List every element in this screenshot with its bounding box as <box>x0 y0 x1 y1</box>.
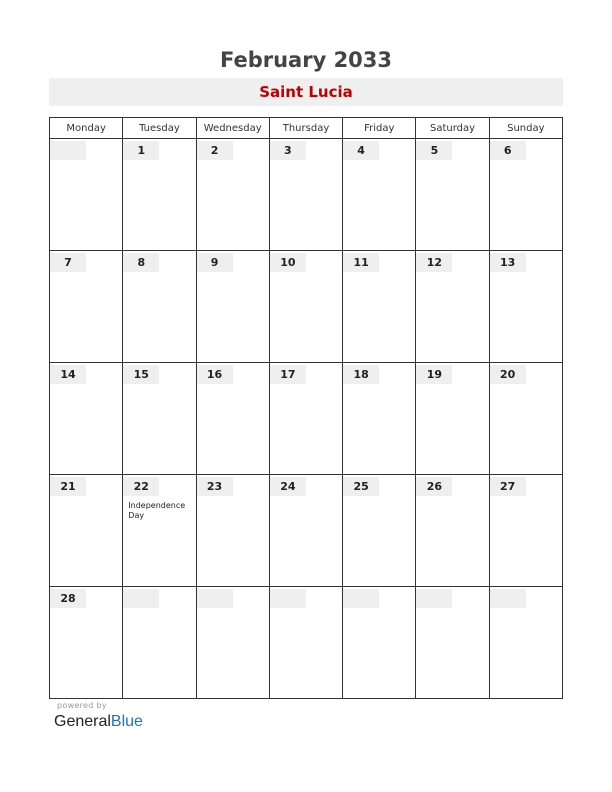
day-number: 7 <box>50 253 86 272</box>
day-cell <box>489 475 562 587</box>
weekday-thursday: Thursday <box>269 118 342 139</box>
day-number <box>416 589 452 608</box>
day-cell <box>123 251 196 363</box>
day-number: 9 <box>197 253 233 272</box>
day-number: 1 <box>123 141 159 160</box>
day-number: 10 <box>270 253 306 272</box>
day-cell <box>343 363 416 475</box>
day-cell <box>416 251 489 363</box>
day-cell <box>416 363 489 475</box>
day-cell <box>196 251 269 363</box>
day-number: 11 <box>343 253 379 272</box>
day-number: 16 <box>197 365 233 384</box>
weekday-friday: Friday <box>343 118 416 139</box>
day-number: 21 <box>50 477 86 496</box>
day-number: 18 <box>343 365 379 384</box>
weekday-saturday: Saturday <box>416 118 489 139</box>
day-cell <box>50 139 123 251</box>
day-cell <box>50 475 123 587</box>
day-cell <box>123 139 196 251</box>
day-cell <box>269 139 342 251</box>
day-cell <box>489 139 562 251</box>
day-cell <box>196 363 269 475</box>
day-number: 13 <box>490 253 526 272</box>
generalblue-logo <box>54 712 143 732</box>
day-number: 4 <box>343 141 379 160</box>
day-cell <box>269 475 342 587</box>
day-cell <box>489 251 562 363</box>
day-number: 15 <box>123 365 159 384</box>
day-number: 22 <box>123 477 159 496</box>
day-cell <box>416 475 489 587</box>
day-cell <box>269 587 342 699</box>
day-number: 19 <box>416 365 452 384</box>
week-row <box>50 251 563 363</box>
brand-general: General <box>54 713 111 730</box>
day-cell <box>123 587 196 699</box>
day-number: 24 <box>270 477 306 496</box>
day-number: 3 <box>270 141 306 160</box>
day-cell <box>343 139 416 251</box>
day-cell <box>196 587 269 699</box>
calendar-grid <box>49 117 563 699</box>
day-number: 8 <box>123 253 159 272</box>
day-number: 2 <box>197 141 233 160</box>
week-row <box>50 363 563 475</box>
day-cell <box>416 587 489 699</box>
day-cell <box>50 363 123 475</box>
day-number: 5 <box>416 141 452 160</box>
day-number: 6 <box>490 141 526 160</box>
day-cell <box>123 363 196 475</box>
week-row <box>50 587 563 699</box>
day-number <box>197 589 233 608</box>
day-cell <box>343 251 416 363</box>
day-number <box>343 589 379 608</box>
day-cell <box>123 475 196 587</box>
day-cell <box>269 251 342 363</box>
weekday-tuesday: Tuesday <box>123 118 196 139</box>
week-row <box>50 475 563 587</box>
weekday-sunday: Sunday <box>489 118 562 139</box>
weekday-wednesday: Wednesday <box>196 118 269 139</box>
day-cell <box>50 251 123 363</box>
day-number: 14 <box>50 365 86 384</box>
weekday-header-row <box>50 118 563 139</box>
day-number: 27 <box>490 477 526 496</box>
day-number <box>123 589 159 608</box>
holiday-label: Independence Day <box>128 501 186 520</box>
week-row <box>50 139 563 251</box>
day-number: 26 <box>416 477 452 496</box>
day-cell <box>489 363 562 475</box>
day-number: 23 <box>197 477 233 496</box>
day-cell <box>343 475 416 587</box>
day-cell <box>196 139 269 251</box>
powered-by-text: powered by <box>57 701 107 710</box>
country-name: Saint Lucia <box>259 83 353 101</box>
day-cell <box>50 587 123 699</box>
day-number <box>490 589 526 608</box>
brand-blue: Blue <box>110 713 143 730</box>
day-number: 20 <box>490 365 526 384</box>
weekday-monday: Monday <box>50 118 123 139</box>
day-number: 28 <box>50 589 86 608</box>
page-title: February 2033 <box>219 48 393 72</box>
calendar-body <box>50 139 563 699</box>
day-cell <box>489 587 562 699</box>
day-number: 17 <box>270 365 306 384</box>
day-number: 12 <box>416 253 452 272</box>
day-cell <box>196 475 269 587</box>
country-banner <box>49 78 563 106</box>
day-number: 25 <box>343 477 379 496</box>
day-cell <box>269 363 342 475</box>
day-number <box>270 589 306 608</box>
day-cell <box>416 139 489 251</box>
day-cell <box>343 587 416 699</box>
day-number <box>50 141 86 160</box>
